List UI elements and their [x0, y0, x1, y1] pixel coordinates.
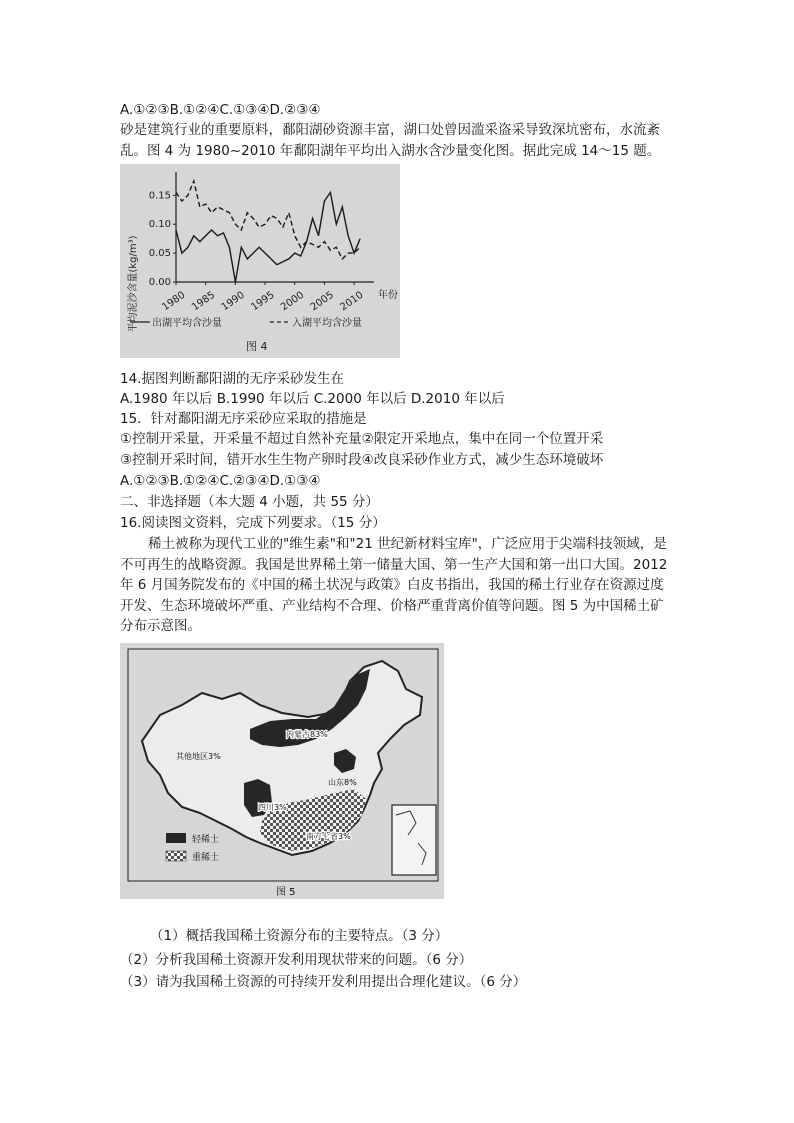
q14-stem: 14.据图判断鄱阳湖的无序采砂发生在 — [120, 371, 344, 387]
x-tick-label: 2000 — [279, 289, 307, 314]
section-2-heading: 二、非选择题（本大题 4 小题，共 55 分） — [120, 494, 379, 510]
q13-options: A.①②③B.①②④C.①③④D.②③④ — [120, 102, 321, 118]
legend-heavy-swatch — [166, 851, 186, 861]
sediment-line-chart — [120, 164, 400, 358]
series-inflow-line — [176, 181, 360, 259]
q15-options: A.①②③B.①②④C.②③④D.①③④ — [120, 473, 321, 489]
q16-paragraph: 稀土被称为现代工业的"维生素"和"21 世纪新材料宝库"，广泛应用于尖端科技领域，是不可再生的战略资源。我国是世界稀土第一储量大国、第一生产大国和第一出口大国。2012 年 6 月国务院发布的《中国的稀土状况与政策》白皮书指出，我国的稀土行业存在资源过度开发、生态环境破坏严重、产业结构不合理、价格严重背离价值等问题。图 5 为中国稀土矿分布示意图。 — [120, 536, 668, 634]
q15-line1: ①控制开采量，开采量不超过自然补充量②限定开采地点，集中在同一个位置开采 — [120, 431, 604, 447]
legend-light-label: 轻稀土 — [192, 835, 220, 845]
y-tick-label: 0.00 — [148, 277, 171, 288]
q14-options: A.1980 年以后 B.1990 年以后 C.2000 年以后 D.2010 年以后 — [120, 391, 505, 407]
q16-sub2: （2）分析我国稀土资源开发利用现状带来的问题。（6 分） — [120, 952, 473, 968]
y-tick-label: 0.10 — [148, 219, 171, 231]
legend-out: 出湖平均含沙量 — [152, 318, 222, 329]
q15-line2: ③控制开采时间，错开水生生物产卵时段④改良采砂作业方式，减少生态环境破坏 — [120, 452, 604, 468]
label-sichuan: 四川3% — [258, 803, 287, 812]
label-south-seven: 南方七省3% — [306, 832, 351, 841]
series-outflow-line — [176, 192, 360, 282]
rare-earth-map — [120, 643, 444, 899]
x-tick-label: 2005 — [308, 289, 336, 314]
x-tick-label: 1980 — [160, 289, 188, 314]
q16-sub3: （3）请为我国稀土资源的可持续开发利用提出合理化建议。（6 分） — [120, 974, 527, 990]
y-axis-label: 平均泥沙含量(kg/m³) — [128, 235, 139, 333]
q15-stem: 15．针对鄱阳湖无序采砂应采取的措施是 — [120, 411, 367, 427]
legend-light-swatch — [166, 833, 186, 843]
x-tick-label: 1985 — [189, 289, 218, 314]
x-tick-label: 1990 — [219, 289, 247, 314]
q16-sub1: （1）概括我国稀土资源分布的主要特点。（3 分） — [150, 928, 449, 944]
figure-4-caption: 图 4 — [246, 340, 268, 353]
y-tick-label: 0.15 — [148, 190, 171, 202]
figure-5-caption: 图 5 — [276, 887, 296, 898]
legend-in: 入湖平均含沙量 — [292, 318, 362, 329]
label-inner-mongolia: 内蒙古83% — [286, 730, 328, 739]
label-shandong: 山东8% — [328, 778, 357, 787]
q16-stem: 16.阅读图文资料，完成下列要求。（15 分） — [120, 515, 386, 531]
x-tick-label: 1995 — [249, 289, 277, 314]
legend-heavy-label: 重稀土 — [192, 853, 220, 863]
x-unit-label: 年份 — [378, 290, 398, 301]
y-tick-label: 0.05 — [148, 248, 171, 260]
figure-4 — [120, 164, 400, 358]
intro-paragraph: 砂是建筑行业的重要原料，鄱阳湖砂资源丰富，湖口处曾因滥采盗采导致深坑密布，水流紊乱。图 4 为 1980~2010 年鄱阳湖年平均出入湖水含沙量变化图。据此完成 14～15 题。 — [120, 122, 661, 159]
x-tick-label: 2010 — [338, 289, 366, 314]
figure-5 — [120, 643, 444, 899]
label-other-regions: 其他地区3% — [176, 752, 221, 761]
